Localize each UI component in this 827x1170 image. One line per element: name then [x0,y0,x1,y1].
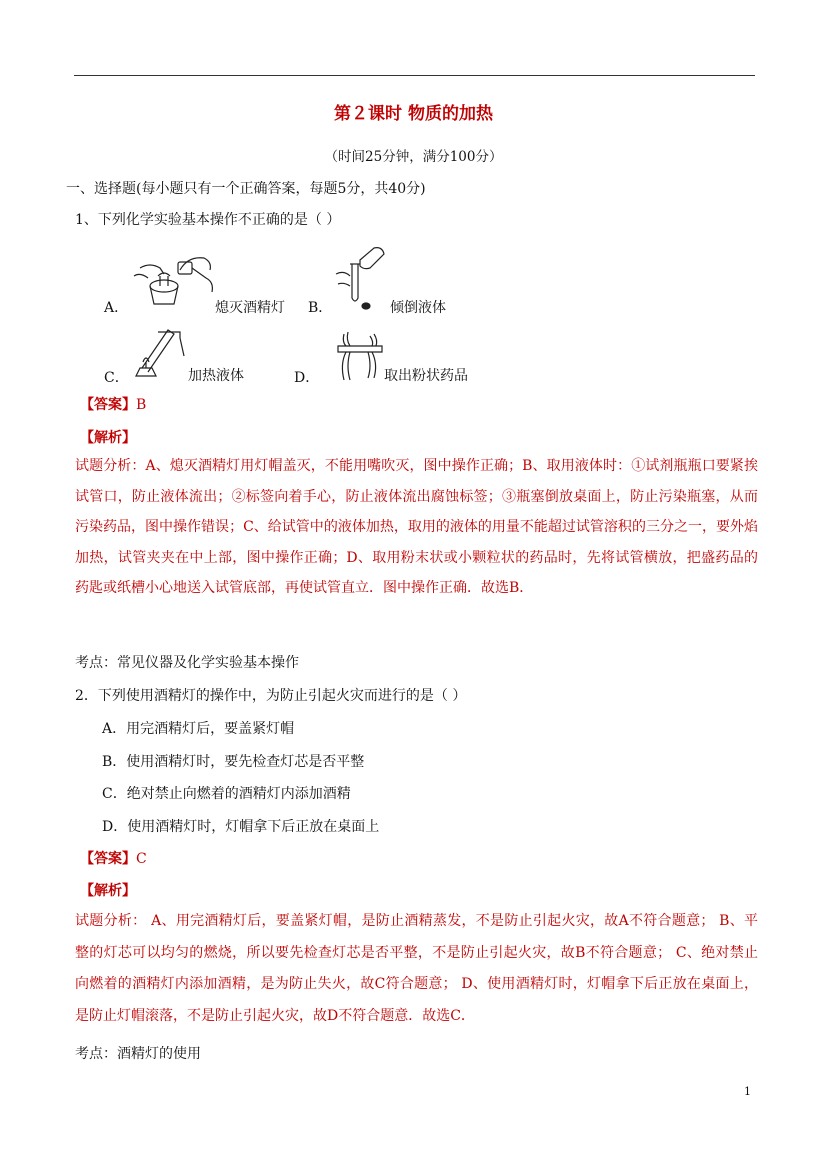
q2-answer-value: C [136,851,147,867]
page-subtitle: （时间25分钟，满分100分） [324,149,503,165]
q1-answer [80,394,146,414]
heat-liquid-figure [128,322,190,382]
take-powder-figure [334,326,386,384]
q1-option-b-letter: B． [308,300,333,316]
q1-stem: 1、下列化学实验基本操作不正确的是（ ） [75,212,341,228]
q2-option-c: C．绝对禁止向燃着的酒精灯内添加酒精 [102,786,351,802]
q2-option-a: A．用完酒精灯后，要盖紧灯帽 [102,721,295,737]
q1-answer-value: B [136,397,147,413]
q1-option-a-letter: A． [104,300,129,316]
q1-option-c-letter: C． [104,370,129,386]
q1-keypoint: 考点：常见仪器及化学实验基本操作 [75,655,299,671]
q1-option-c-label: 加热液体 [188,368,244,384]
page-title: 第２课时 物质的加热 [334,104,493,124]
q2-keypoint: 考点：酒精灯的使用 [75,1046,201,1062]
extinguish-lamp-figure [130,248,218,312]
q2-option-d: D．使用酒精灯时，灯帽拿下后正放在桌面上 [102,819,380,835]
q2-answer [80,848,147,868]
q1-analysis-tag: 【解析】 [80,430,136,446]
q2-answer-tag: 【答案】 [80,851,136,867]
q1-option-b-label: 倾倒液体 [390,300,446,316]
q2-stem: 2．下列使用酒精灯的操作中，为防止引起火灾而进行的是（ ） [75,688,467,704]
page-number: 1 [744,1085,751,1098]
q1-answer-tag: 【答案】 [80,397,136,413]
q1-option-d-label: 取出粉状药品 [384,368,468,384]
header-rule [74,75,755,76]
q2-option-b: B．使用酒精灯时，要先检查灯芯是否平整 [102,754,365,770]
pour-liquid-figure [330,244,388,314]
q1-option-a-label: 熄灭酒精灯 [215,300,285,316]
q1-option-d-letter: D． [294,370,320,386]
section-heading: 一、选择题(每小题只有一个正确答案，每题5分，共40分) [66,181,426,197]
q2-analysis-tag: 【解析】 [80,883,136,899]
q1-analysis: 试题分析：A、熄灭酒精灯用灯帽盖灭，不能用嘴吹灭，图中操作正确；B、取用液体时：①试剂瓶瓶口要紧挨试管口，防止液体流出；②标签向着手心，防止液体流出腐蚀标签；③瓶塞倒放桌面上，防止污染瓶塞，从而污染药品，图中操作错误；C、给试管中的液体加热，取用的液体的用量不能超过试管溶积的三分之一，要外焰加热，试管夹夹在中上部，图中操作正确；D、取用粉末状或小颗粒状的药品时，先将试管横放，把盛药品的药匙或纸槽小心地送入试管底部，再使试管直立．图中操作正确．故选B． [75,458,758,596]
q2-analysis: 试题分析： A、用完酒精灯后，要盖紧灯帽，是防止酒精蒸发，不是防止引起火灾，故A不符合题意； B、平整的灯芯可以均匀的燃烧，所以要先检查灯芯是否平整，不是防止引起火灾，故B不符合题意； C、绝对禁止向燃着的酒精灯内添加酒精，是为防止失火，故C符合题意； D、使用酒精灯时，灯帽拿下后正放在桌面上，是防止灯帽滚落，不是防止引起火灾，故D不符合题意．故选C． [75,913,758,1024]
